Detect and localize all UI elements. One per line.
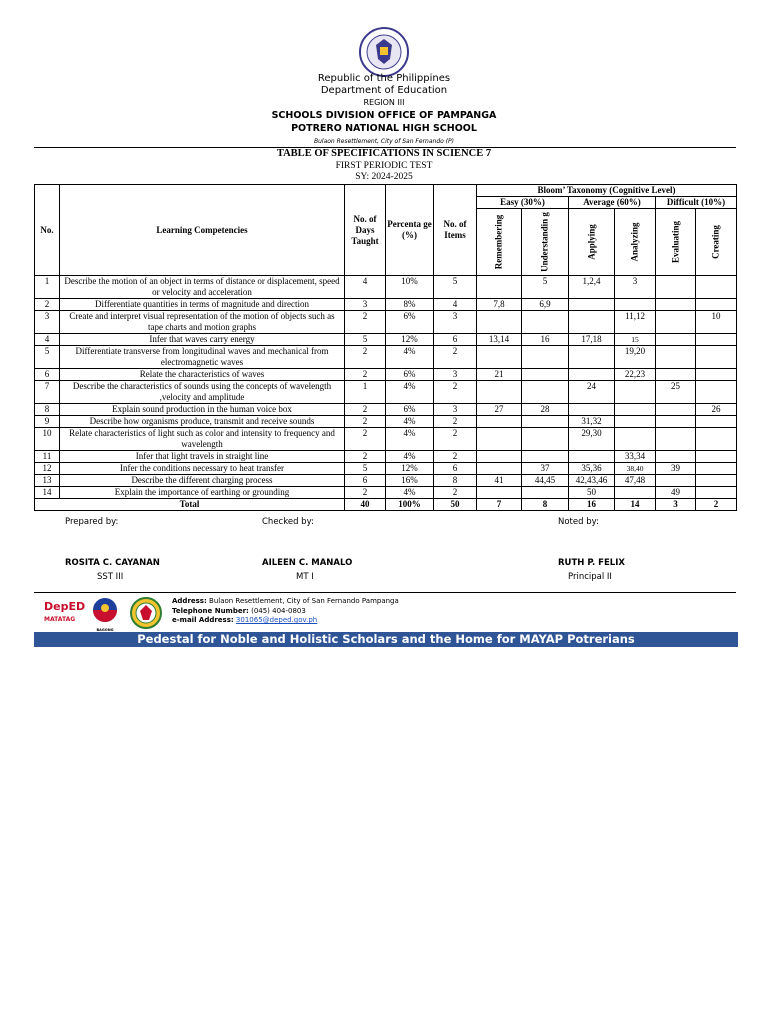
percentage-cell: 4% [386, 428, 434, 451]
checked-by-name: AILEEN C. MANALO [262, 558, 353, 568]
days-cell: 1 [345, 381, 386, 404]
header-percentage: Percenta ge (%) [386, 185, 434, 276]
percentage-cell: 10% [386, 276, 434, 299]
items-cell: 4 [434, 299, 477, 311]
days-cell: 2 [345, 487, 386, 499]
remembering-cell: 41 [477, 475, 522, 487]
percentage-cell: 16% [386, 475, 434, 487]
checked-by-label: Checked by: [262, 517, 314, 527]
items-cell: 6 [434, 334, 477, 346]
table-row [35, 346, 737, 369]
competency-text: Infer that light travels in straight line [60, 451, 345, 463]
applying-cell [569, 451, 615, 463]
evaluating-cell [656, 475, 696, 487]
total-days-cell: 40 [345, 499, 386, 511]
competency-text: Relate the characteristics of waves [60, 369, 345, 381]
row-number: 9 [35, 416, 60, 428]
remembering-cell: 21 [477, 369, 522, 381]
applying-cell [569, 299, 615, 311]
creating-cell [696, 276, 737, 299]
days-cell: 2 [345, 311, 386, 334]
understanding-cell [522, 416, 569, 428]
school-address: Bulaon Resettlement, City of San Fernando (P) [313, 138, 455, 145]
bagong-pilipinas-logo: BAGONG [90, 597, 120, 638]
creating-cell [696, 451, 737, 463]
document-title: TABLE OF SPECIFICATIONS IN SCIENCE 7 [276, 148, 492, 159]
prepared-by-label: Prepared by: [65, 517, 119, 527]
items-cell: 3 [434, 369, 477, 381]
analyzing-cell [615, 416, 656, 428]
total-label: Total [35, 499, 345, 511]
items-cell: 2 [434, 381, 477, 404]
row-number: 1 [35, 276, 60, 299]
table-row [35, 404, 737, 416]
creating-cell [696, 299, 737, 311]
department-line: Department of Education [320, 85, 448, 96]
header-days: No. of Days Taught [345, 185, 386, 276]
header-competencies: Learning Competencies [60, 185, 345, 276]
deped-seal-icon [359, 27, 409, 77]
percentage-cell: 12% [386, 463, 434, 475]
remembering-cell [477, 276, 522, 299]
analyzing-cell [615, 299, 656, 311]
analyzing-cell: 19,20 [615, 346, 656, 369]
days-cell: 2 [345, 428, 386, 451]
creating-cell [696, 381, 737, 404]
row-number: 8 [35, 404, 60, 416]
items-cell: 6 [434, 463, 477, 475]
row-number: 11 [35, 451, 60, 463]
header-applying: Applying [569, 209, 615, 276]
header-bloom: Bloom’ Taxonomy (Cognitive Level) [477, 185, 737, 197]
remembering-cell [477, 346, 522, 369]
remembering-cell [477, 428, 522, 451]
header-understanding: Understandin g [522, 209, 569, 276]
row-number: 10 [35, 428, 60, 451]
prepared-by-name: ROSITA C. CAYANAN [65, 558, 160, 568]
remembering-cell: 27 [477, 404, 522, 416]
row-number: 3 [35, 311, 60, 334]
competency-text: Infer that waves carry energy [60, 334, 345, 346]
items-cell: 3 [434, 311, 477, 334]
days-cell: 2 [345, 404, 386, 416]
understanding-cell: 16 [522, 334, 569, 346]
applying-cell [569, 311, 615, 334]
table-row [35, 381, 737, 404]
analyzing-cell: 47,48 [615, 475, 656, 487]
applying-cell: 17,18 [569, 334, 615, 346]
percentage-cell: 6% [386, 404, 434, 416]
understanding-cell [522, 369, 569, 381]
days-cell: 2 [345, 451, 386, 463]
remembering-cell: 7,8 [477, 299, 522, 311]
percentage-cell: 4% [386, 416, 434, 428]
understanding-cell [522, 428, 569, 451]
analyzing-cell [615, 404, 656, 416]
header-items: No. of Items [434, 185, 477, 276]
creating-cell: 10 [696, 311, 737, 334]
deped-matatag-logo: DepED MATATAG [44, 600, 86, 623]
contact-block [172, 597, 399, 626]
evaluating-cell [656, 404, 696, 416]
evaluating-cell: 39 [656, 463, 696, 475]
items-cell: 2 [434, 428, 477, 451]
total-items-cell: 50 [434, 499, 477, 511]
evaluating-cell: 49 [656, 487, 696, 499]
header-creating: Creating [696, 209, 737, 276]
applying-cell: 31,32 [569, 416, 615, 428]
table-row [35, 276, 737, 299]
remembering-cell [477, 463, 522, 475]
understanding-cell: 28 [522, 404, 569, 416]
total-cre-cell: 2 [696, 499, 737, 511]
analyzing-cell [615, 381, 656, 404]
analyzing-cell: 33,34 [615, 451, 656, 463]
header-remembering: Remembering [477, 209, 522, 276]
table-row [35, 463, 737, 475]
remembering-cell [477, 381, 522, 404]
row-number: 4 [35, 334, 60, 346]
footer-divider [34, 592, 736, 593]
creating-cell [696, 487, 737, 499]
understanding-cell: 6,9 [522, 299, 569, 311]
percentage-cell: 6% [386, 369, 434, 381]
row-number: 13 [35, 475, 60, 487]
percentage-cell: 8% [386, 299, 434, 311]
header-difficult: Difficult (10%) [656, 197, 737, 209]
creating-cell: 26 [696, 404, 737, 416]
table-row [35, 487, 737, 499]
total-und-cell: 8 [522, 499, 569, 511]
bagong-pilipinas-icon [90, 597, 120, 623]
competency-text: Explain the importance of earthing or grounding [60, 487, 345, 499]
total-ana-cell: 14 [615, 499, 656, 511]
percentage-cell: 4% [386, 381, 434, 404]
days-cell: 5 [345, 463, 386, 475]
header-no: No. [35, 185, 60, 276]
creating-cell [696, 346, 737, 369]
total-eva-cell: 3 [656, 499, 696, 511]
analyzing-cell: 3 [615, 276, 656, 299]
applying-cell: 35,36 [569, 463, 615, 475]
evaluating-cell [656, 276, 696, 299]
address-value: Bulaon Resettlement, City of San Fernando Pampanga [209, 597, 399, 605]
email-label: e-mail Address: [172, 616, 234, 624]
competency-text: Infer the conditions necessary to heat transfer [60, 463, 345, 475]
prepared-by-position: SST III [97, 572, 124, 582]
items-cell: 2 [434, 416, 477, 428]
percentage-cell: 4% [386, 487, 434, 499]
evaluating-cell [656, 416, 696, 428]
evaluating-cell [656, 311, 696, 334]
evaluating-cell [656, 334, 696, 346]
applying-cell [569, 346, 615, 369]
remembering-cell [477, 311, 522, 334]
understanding-cell [522, 487, 569, 499]
school-year: SY: 2024-2025 [355, 172, 413, 182]
remembering-cell: 13,14 [477, 334, 522, 346]
evaluating-cell [656, 346, 696, 369]
competency-text: Relate characteristics of light such as color and intensity to frequency and wavelength [60, 428, 345, 451]
evaluating-cell [656, 299, 696, 311]
creating-cell [696, 416, 737, 428]
competency-text: Describe how organisms produce, transmit and receive sounds [60, 416, 345, 428]
applying-cell: 24 [569, 381, 615, 404]
remembering-cell [477, 416, 522, 428]
table-row [35, 451, 737, 463]
total-pct-cell: 100% [386, 499, 434, 511]
understanding-cell [522, 451, 569, 463]
row-number: 14 [35, 487, 60, 499]
percentage-cell: 4% [386, 451, 434, 463]
days-cell: 3 [345, 299, 386, 311]
percentage-cell: 6% [386, 311, 434, 334]
understanding-cell: 37 [522, 463, 569, 475]
republic-line: Republic of the Philippines [317, 73, 451, 84]
header-analyzing: Analyzing [615, 209, 656, 276]
phone-label: Telephone Number: [172, 606, 249, 615]
table-row [35, 369, 737, 381]
days-cell: 6 [345, 475, 386, 487]
total-row [35, 499, 737, 511]
items-cell: 3 [434, 404, 477, 416]
remembering-cell [477, 451, 522, 463]
understanding-cell: 5 [522, 276, 569, 299]
evaluating-cell [656, 428, 696, 451]
evaluating-cell: 25 [656, 381, 696, 404]
creating-cell [696, 428, 737, 451]
competency-text: Differentiate quantities in terms of magnitude and direction [60, 299, 345, 311]
items-cell: 8 [434, 475, 477, 487]
division-line: SCHOOLS DIVISION OFFICE OF PAMPANGA [271, 110, 497, 121]
checked-by-position: MT I [296, 572, 314, 582]
percentage-cell: 4% [386, 346, 434, 369]
school-slogan-banner: Pedestal for Noble and Holistic Scholars and the Home for MAYAP Potrerians [34, 632, 738, 647]
understanding-cell: 44,45 [522, 475, 569, 487]
creating-cell [696, 334, 737, 346]
competency-text: Describe the characteristics of sounds using the concepts of wavelength ,velocity and amplitude [60, 381, 345, 404]
days-cell: 2 [345, 369, 386, 381]
address-label: Address: [172, 597, 207, 605]
row-number: 12 [35, 463, 60, 475]
table-row [35, 416, 737, 428]
table-row [35, 428, 737, 451]
creating-cell [696, 369, 737, 381]
understanding-cell [522, 346, 569, 369]
noted-by-position: Principal II [568, 572, 612, 582]
table-row [35, 311, 737, 334]
applying-cell: 42,43,46 [569, 475, 615, 487]
analyzing-cell: 15 [615, 334, 656, 346]
applying-cell [569, 404, 615, 416]
phone-value: (045) 404-0803 [251, 606, 306, 615]
school-name: POTRERO NATIONAL HIGH SCHOOL [291, 123, 477, 134]
competency-text: Differentiate transverse from longitudinal waves and mechanical from electromagnetic waves [60, 346, 345, 369]
table-row [35, 334, 737, 346]
percentage-cell: 12% [386, 334, 434, 346]
row-number: 7 [35, 381, 60, 404]
days-cell: 2 [345, 416, 386, 428]
competency-text: Describe the motion of an object in terms of distance or displacement, speed or velocity and acceleration [60, 276, 345, 299]
header-easy: Easy (30%) [477, 197, 569, 209]
understanding-cell [522, 381, 569, 404]
total-rem-cell: 7 [477, 499, 522, 511]
header-evaluating: Evaluating [656, 209, 696, 276]
noted-by-label: Noted by: [558, 517, 599, 527]
understanding-cell [522, 311, 569, 334]
row-number: 6 [35, 369, 60, 381]
applying-cell: 1,2,4 [569, 276, 615, 299]
items-cell: 2 [434, 487, 477, 499]
header-average: Average (60%) [569, 197, 656, 209]
competency-text: Create and interpret visual representation of the motion of objects such as tape charts and motion graphs [60, 311, 345, 334]
table-row [35, 299, 737, 311]
remembering-cell [477, 487, 522, 499]
email-link[interactable]: 301065@deped.gov.ph [235, 616, 318, 624]
competency-text: Explain sound production in the human voice box [60, 404, 345, 416]
school-logo-icon [130, 597, 162, 629]
analyzing-cell: 38,40 [615, 463, 656, 475]
table-row [35, 475, 737, 487]
applying-cell: 29,30 [569, 428, 615, 451]
days-cell: 5 [345, 334, 386, 346]
total-app-cell: 16 [569, 499, 615, 511]
analyzing-cell: 22,23 [615, 369, 656, 381]
evaluating-cell [656, 451, 696, 463]
competency-text: Describe the different charging process [60, 475, 345, 487]
creating-cell [696, 475, 737, 487]
applying-cell [569, 369, 615, 381]
specifications-table [34, 184, 737, 511]
days-cell: 2 [345, 346, 386, 369]
applying-cell: 50 [569, 487, 615, 499]
items-cell: 2 [434, 346, 477, 369]
creating-cell [696, 463, 737, 475]
noted-by-name: RUTH P. FELIX [558, 558, 625, 568]
analyzing-cell [615, 487, 656, 499]
analyzing-cell: 11,12 [615, 311, 656, 334]
analyzing-cell [615, 428, 656, 451]
row-number: 2 [35, 299, 60, 311]
evaluating-cell [656, 369, 696, 381]
test-name: FIRST PERIODIC TEST [335, 161, 433, 171]
items-cell: 5 [434, 276, 477, 299]
region-line: REGION III [363, 98, 405, 107]
days-cell: 4 [345, 276, 386, 299]
items-cell: 2 [434, 451, 477, 463]
row-number: 5 [35, 346, 60, 369]
